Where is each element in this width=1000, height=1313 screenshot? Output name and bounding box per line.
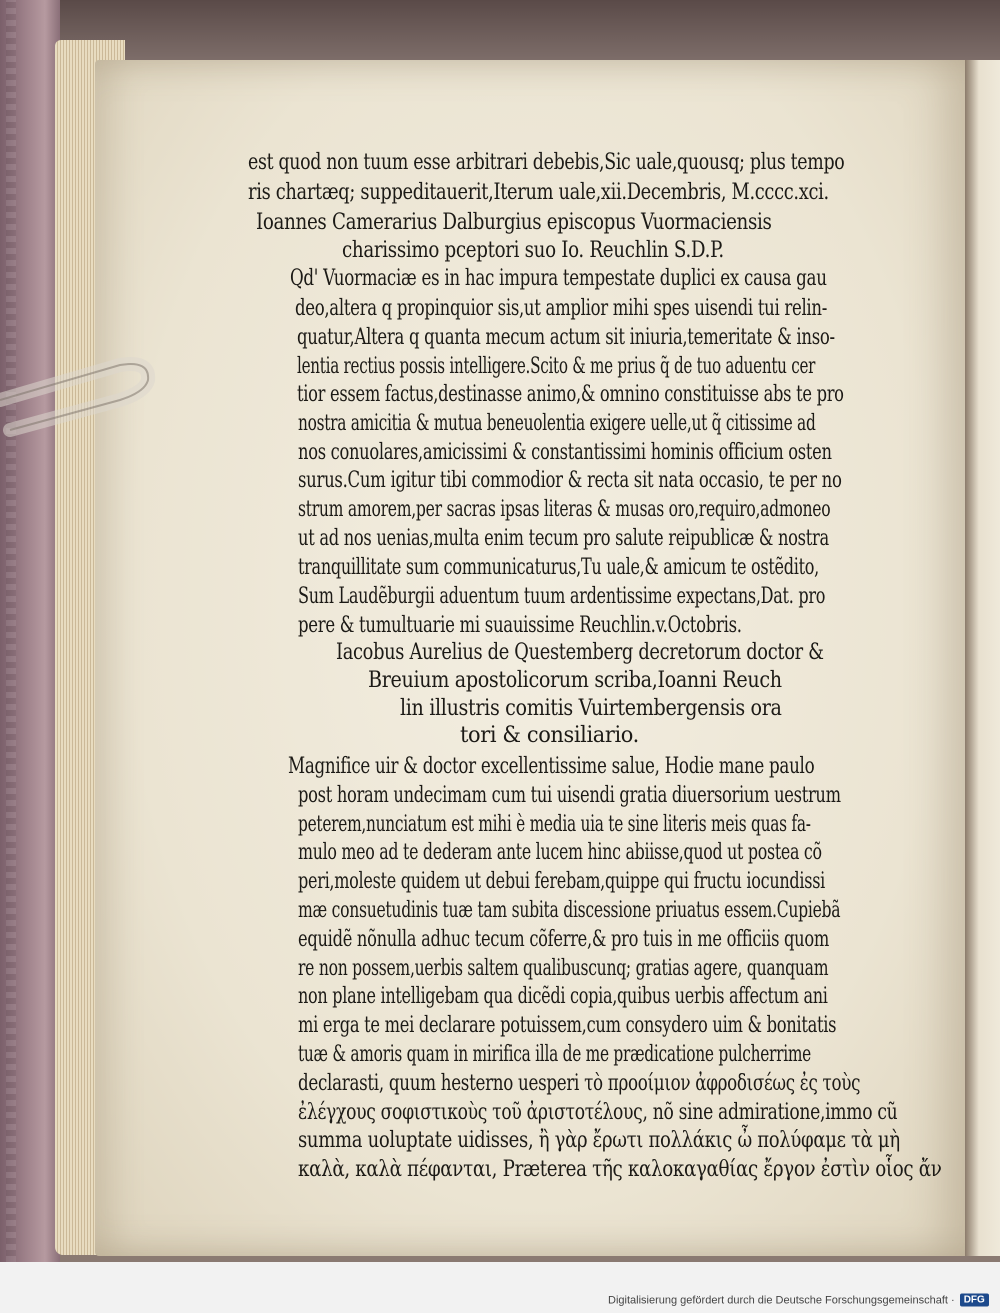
book-cover-edge bbox=[0, 0, 60, 1262]
text-line: ἐλέγχους σοφιστικοὺς τοῦ ἀριστοτέλους, nõ sine admiratione,immo cũ bbox=[298, 1100, 898, 1125]
text-line: Iacobus Aurelius de Questemberg decretorum doctor & bbox=[336, 640, 824, 665]
text-line: tori & consiliario. bbox=[460, 723, 639, 748]
text-line: Magnifice uir & doctor excellentissime salue, Hodie mane paulo bbox=[288, 754, 815, 779]
text-line: strum amorem,per sacras ipsas literas & musas oro,requiro,admoneo bbox=[298, 497, 831, 522]
text-line: non plane intelligebam qua dicẽdi copia,quibus uerbis affectum ani bbox=[298, 984, 828, 1009]
text-line: lin illustris comitis Vuirtembergensis ora bbox=[400, 696, 782, 721]
text-line: est quod non tuum esse arbitrari debebis,Sic uale,quousq; plus tempo bbox=[248, 150, 845, 175]
text-line: Ioannes Camerarius Dalburgius episcopus Vuormaciensis bbox=[256, 210, 772, 235]
text-line: καλὰ, καλὰ πέφανται, Præterea τῆς καλοκαγαθίας ἔργον ἐστὶν οἷος ἄν bbox=[298, 1157, 942, 1182]
credit-text: Digitalisierung gefördert durch die Deutsche Forschungsgemeinschaft · bbox=[608, 1294, 955, 1306]
text-line: lentia rectius possis intelligere.Scito & me prius q̃ de tuo aduentu cer bbox=[297, 354, 816, 379]
bookmark-clip bbox=[0, 330, 160, 440]
text-line: ut ad nos uenias,multa enim tecum pro salute reipublicæ & nostra bbox=[298, 526, 829, 551]
text-line: Breuium apostolicorum scriba,Ioanni Reuch bbox=[368, 668, 782, 693]
text-line: pere & tumultuarie mi suauissime Reuchlin.v.Octobris. bbox=[298, 613, 742, 638]
text-line: surus.Cum igitur tibi commodior & recta sit nata occasio, te per no bbox=[298, 468, 842, 493]
dfg-logo: DFG bbox=[960, 1294, 989, 1307]
text-line: Qd' Vuormaciæ es in hac impura tempestate duplici ex causa gau bbox=[290, 266, 827, 291]
background-top bbox=[0, 0, 1000, 60]
text-line: charissimo pceptori suo Io. Reuchlin S.D.P. bbox=[342, 238, 724, 263]
text-line: nos conuolares,amicissimi & constantissimi hominis officium osten bbox=[298, 440, 832, 465]
text-line: equidẽ nõnulla adhuc tecum cõferre,& pro tuis in me officiis quom bbox=[298, 927, 830, 952]
text-line: quatur,Altera q quanta mecum actum sit iniuria,temeritate & inso- bbox=[297, 325, 835, 350]
text-line: tuæ & amoris quam in mirifica illa de me prædicatione pulcherrime bbox=[298, 1042, 812, 1067]
facing-page-edge bbox=[965, 60, 1000, 1256]
digitization-credit bbox=[608, 1294, 989, 1307]
text-line: ris chartæq; suppeditauerit,Iterum uale,xii.Decembris, M.cccc.xci. bbox=[248, 180, 829, 205]
text-line: peterem,nunciatum est mihi è media uia te sine literis meis quas fa- bbox=[298, 812, 811, 837]
text-line: summa uoluptate uidisses, ἢ γὰρ ἔρωτι πολλάκις ὦ πολύφαμε τὰ μὴ bbox=[298, 1128, 900, 1153]
text-line: mulo meo ad te dederam ante lucem hinc abiisse,quod ut postea cõ bbox=[298, 840, 822, 865]
text-line: post horam undecimam cum tui uisendi gratia diuersorium uestrum bbox=[298, 783, 841, 808]
text-line: declarasti, quum hesterno uesperi τὸ προοίμιον ἀφροδισέως ἐς τοὺς bbox=[298, 1071, 861, 1096]
text-line: tranquillitate sum communicaturus,Tu uale,& amicum te ostẽdito, bbox=[298, 555, 819, 580]
text-line: re non possem,uerbis saltem qualibuscunq; gratias agere, quanquam bbox=[298, 956, 829, 981]
text-line: deo,altera q propinquior sis,ut amplior mihi spes uisendi tui relin- bbox=[295, 296, 828, 321]
text-line: peri,moleste quidem ut debui ferebam,quippe qui fructu iocundissi bbox=[298, 869, 826, 894]
text-line: Sum Laudẽburgii aduentum tuum ardentissime expectans,Dat. pro bbox=[298, 584, 826, 609]
text-line: tior essem factus,destinasse animo,& omnino constituisse abs te pro bbox=[297, 382, 844, 407]
text-line: mi erga te mei declarare potuissem,cum consydero uim & bonitatis bbox=[298, 1013, 837, 1038]
text-line: mæ consuetudinis tuæ tam subita discessione priuatus essem.Cupiebã bbox=[298, 898, 841, 923]
text-line: nostra amicitia & mutua beneuolentia exigere uelle,ut q̃ citissime ad bbox=[298, 411, 816, 436]
